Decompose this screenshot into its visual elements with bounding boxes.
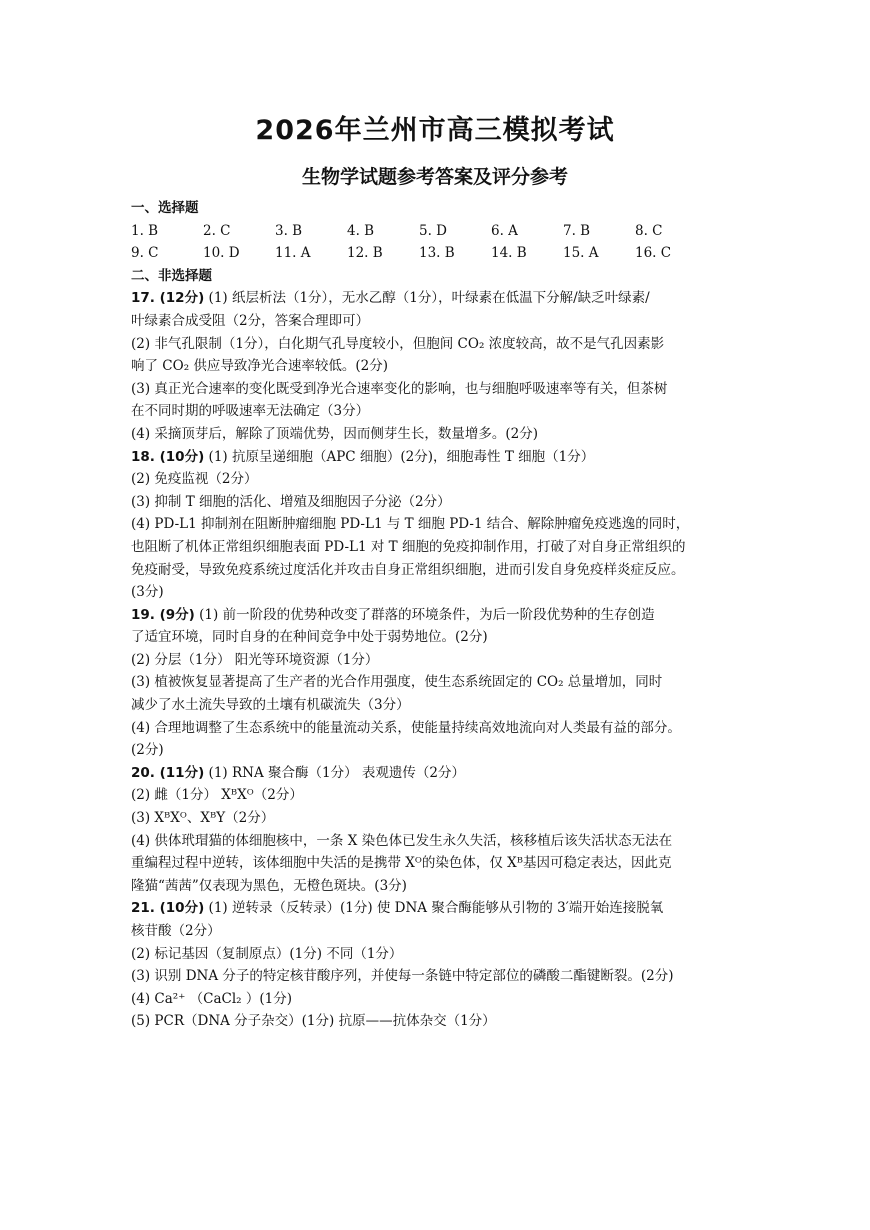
mc-answer: 14. B — [491, 245, 527, 262]
answer-line: (3) 真正光合速率的变化既受到净光合速率变化的影响，也与细胞呼吸速率等有关，但茶树 — [131, 380, 668, 397]
answer-line: (4) Ca²⁺ （CaCl₂ ）(1分) — [131, 990, 292, 1007]
answer-line: (2) 雌（1分） XᴮXᴼ（2分） — [131, 787, 303, 804]
section-heading-multiple-choice: 一、选择题 — [131, 200, 199, 216]
page-subtitle: 生物学试题参考答案及评分参考 — [301, 166, 568, 188]
answer-line: 19. (9分) (1) 前一阶段的优势种改变了群落的环境条件，为后一阶段优势种的生存创造 — [131, 606, 655, 623]
answer-line: (2) 标记基因（复制原点）(1分) 不同（1分） — [131, 945, 403, 962]
question-21-answer — [131, 897, 751, 1033]
mc-answer: 2. C — [203, 222, 231, 239]
mc-answer: 13. B — [419, 245, 455, 262]
answer-line: 减少了水土流失导致的土壤有机碳流失（3分） — [131, 697, 410, 714]
answer-line: 重编程过程中逆转，该体细胞中失活的是携带 Xᴼ的染色体，仅 Xᴮ基因可稳定表达，因此克 — [131, 855, 672, 872]
question-18-answer — [131, 446, 751, 604]
question-number: 17. (12分) — [131, 290, 205, 307]
answer-line: (2) 非气孔限制（1分），白化期气孔导度较小，但胞间 CO₂ 浓度较高，故不是气孔因素影 — [131, 335, 665, 352]
answer-line: (4) 合理地调整了生态系统中的能量流动关系，使能量持续高效地流向对人类最有益的部分。 — [131, 719, 681, 736]
mc-answer-row-1 — [131, 220, 751, 243]
mc-answer: 12. B — [347, 245, 383, 262]
answer-line: (2分) — [131, 742, 164, 759]
section-heading-non-multiple-choice: 二、非选择题 — [131, 267, 212, 284]
question-number: 18. (10分) — [131, 448, 205, 465]
answer-line: (4) 采摘顶芽后，解除了顶端优势，因而侧芽生长，数量增多。(2分) — [131, 425, 539, 442]
answer-line: (5) PCR（DNA 分子杂交）(1分) 抗原——抗体杂交（1分） — [131, 1013, 496, 1030]
answer-line: (2) 免疫监视（2分） — [131, 471, 258, 488]
question-19-answer — [131, 604, 751, 762]
mc-answer: 9. C — [131, 245, 159, 262]
answer-line: 核苷酸（2分） — [131, 923, 221, 939]
answer-line: (3分) — [131, 584, 164, 601]
mc-answer: 1. B — [131, 222, 159, 239]
mc-answer-row-2 — [131, 242, 751, 265]
answer-line: 响了 CO₂ 供应导致净光合速率较低。(2分) — [131, 358, 389, 375]
question-number: 19. (9分) — [131, 606, 195, 623]
mc-answer: 3. B — [275, 222, 303, 239]
answer-line: 叶绿素合成受阻（2分，答案合理即可） — [131, 312, 370, 329]
question-17-answer — [131, 287, 751, 445]
answer-content — [131, 197, 751, 1033]
answer-line: (3) 识别 DNA 分子的特定核苷酸序列，并使每一条链中特定部位的磷酸二酯键断裂。(2分) — [131, 968, 674, 985]
answer-line: (4) PD-L1 抑制剂在阻断肿瘤细胞 PD-L1 与 T 细胞 PD-1 结合、解除肿瘤免疫逃逸的同时， — [131, 516, 690, 533]
mc-answer: 8. C — [635, 222, 663, 239]
question-number: 21. (10分) — [131, 900, 205, 917]
answer-line: (3) 抑制 T 细胞的活化、增殖及细胞因子分泌（2分） — [131, 493, 451, 510]
mc-answer: 10. D — [203, 245, 240, 262]
answer-line: 也阻断了机体正常组织细胞表面 PD-L1 对 T 细胞的免疫抑制作用，打破了对自身正常组织的 — [131, 538, 686, 555]
answer-line: (3) 植被恢复显著提高了生产者的光合作用强度，使生态系统固定的 CO₂ 总量增加，同时 — [131, 674, 663, 691]
mc-answer: 7. B — [563, 222, 591, 239]
answer-line: 17. (12分) (1) 纸层析法（1分），无水乙醇（1分），叶绿素在低温下分解/缺乏叶绿素/ — [131, 290, 650, 307]
answer-line: 了适宜环境，同时自身的在种间竞争中处于弱势地位。(2分) — [131, 629, 488, 646]
mc-answer: 16. C — [635, 245, 672, 262]
answer-line: 20. (11分) (1) RNA 聚合酶（1分） 表观遗传（2分） — [131, 764, 465, 781]
answer-line: 隆猫“茜茜”仅表现为黑色，无橙色斑块。(3分) — [131, 877, 407, 894]
mc-answer: 4. B — [347, 222, 375, 239]
answer-line: 21. (10分) (1) 逆转录（反转录）(1分) 使 DNA 聚合酶能够从引物的 3′端开始连接脱氧 — [131, 900, 664, 917]
answer-line: 18. (10分) (1) 抗原呈递细胞（APC 细胞）(2分)，细胞毒性 T 细胞（1分） — [131, 448, 595, 465]
question-number: 20. (11分) — [131, 764, 205, 781]
question-20-answer — [131, 762, 751, 898]
mc-answer: 15. A — [563, 245, 599, 262]
answer-line: (2) 分层（1分） 阳光等环境资源（1分） — [131, 651, 379, 668]
page-title: 2026年兰州市高三模拟考试 — [255, 115, 615, 146]
mc-answer: 6. A — [491, 222, 518, 239]
answer-line: 免疫耐受，导致免疫系统过度活化并攻击自身正常组织细胞，进而引发自身免疫样炎症反应。 — [131, 561, 685, 578]
answer-line: (4) 供体玳瑁猫的体细胞核中，一条 X 染色体已发生永久失活，核移植后该失活状态无法在 — [131, 832, 673, 849]
answer-line: (3) XᴮXᴼ、XᴮY（2分） — [131, 810, 275, 827]
answer-line: 在不同时期的呼吸速率无法确定（3分） — [131, 403, 370, 420]
mc-answer: 5. D — [419, 222, 447, 239]
mc-answer: 11. A — [275, 245, 311, 262]
